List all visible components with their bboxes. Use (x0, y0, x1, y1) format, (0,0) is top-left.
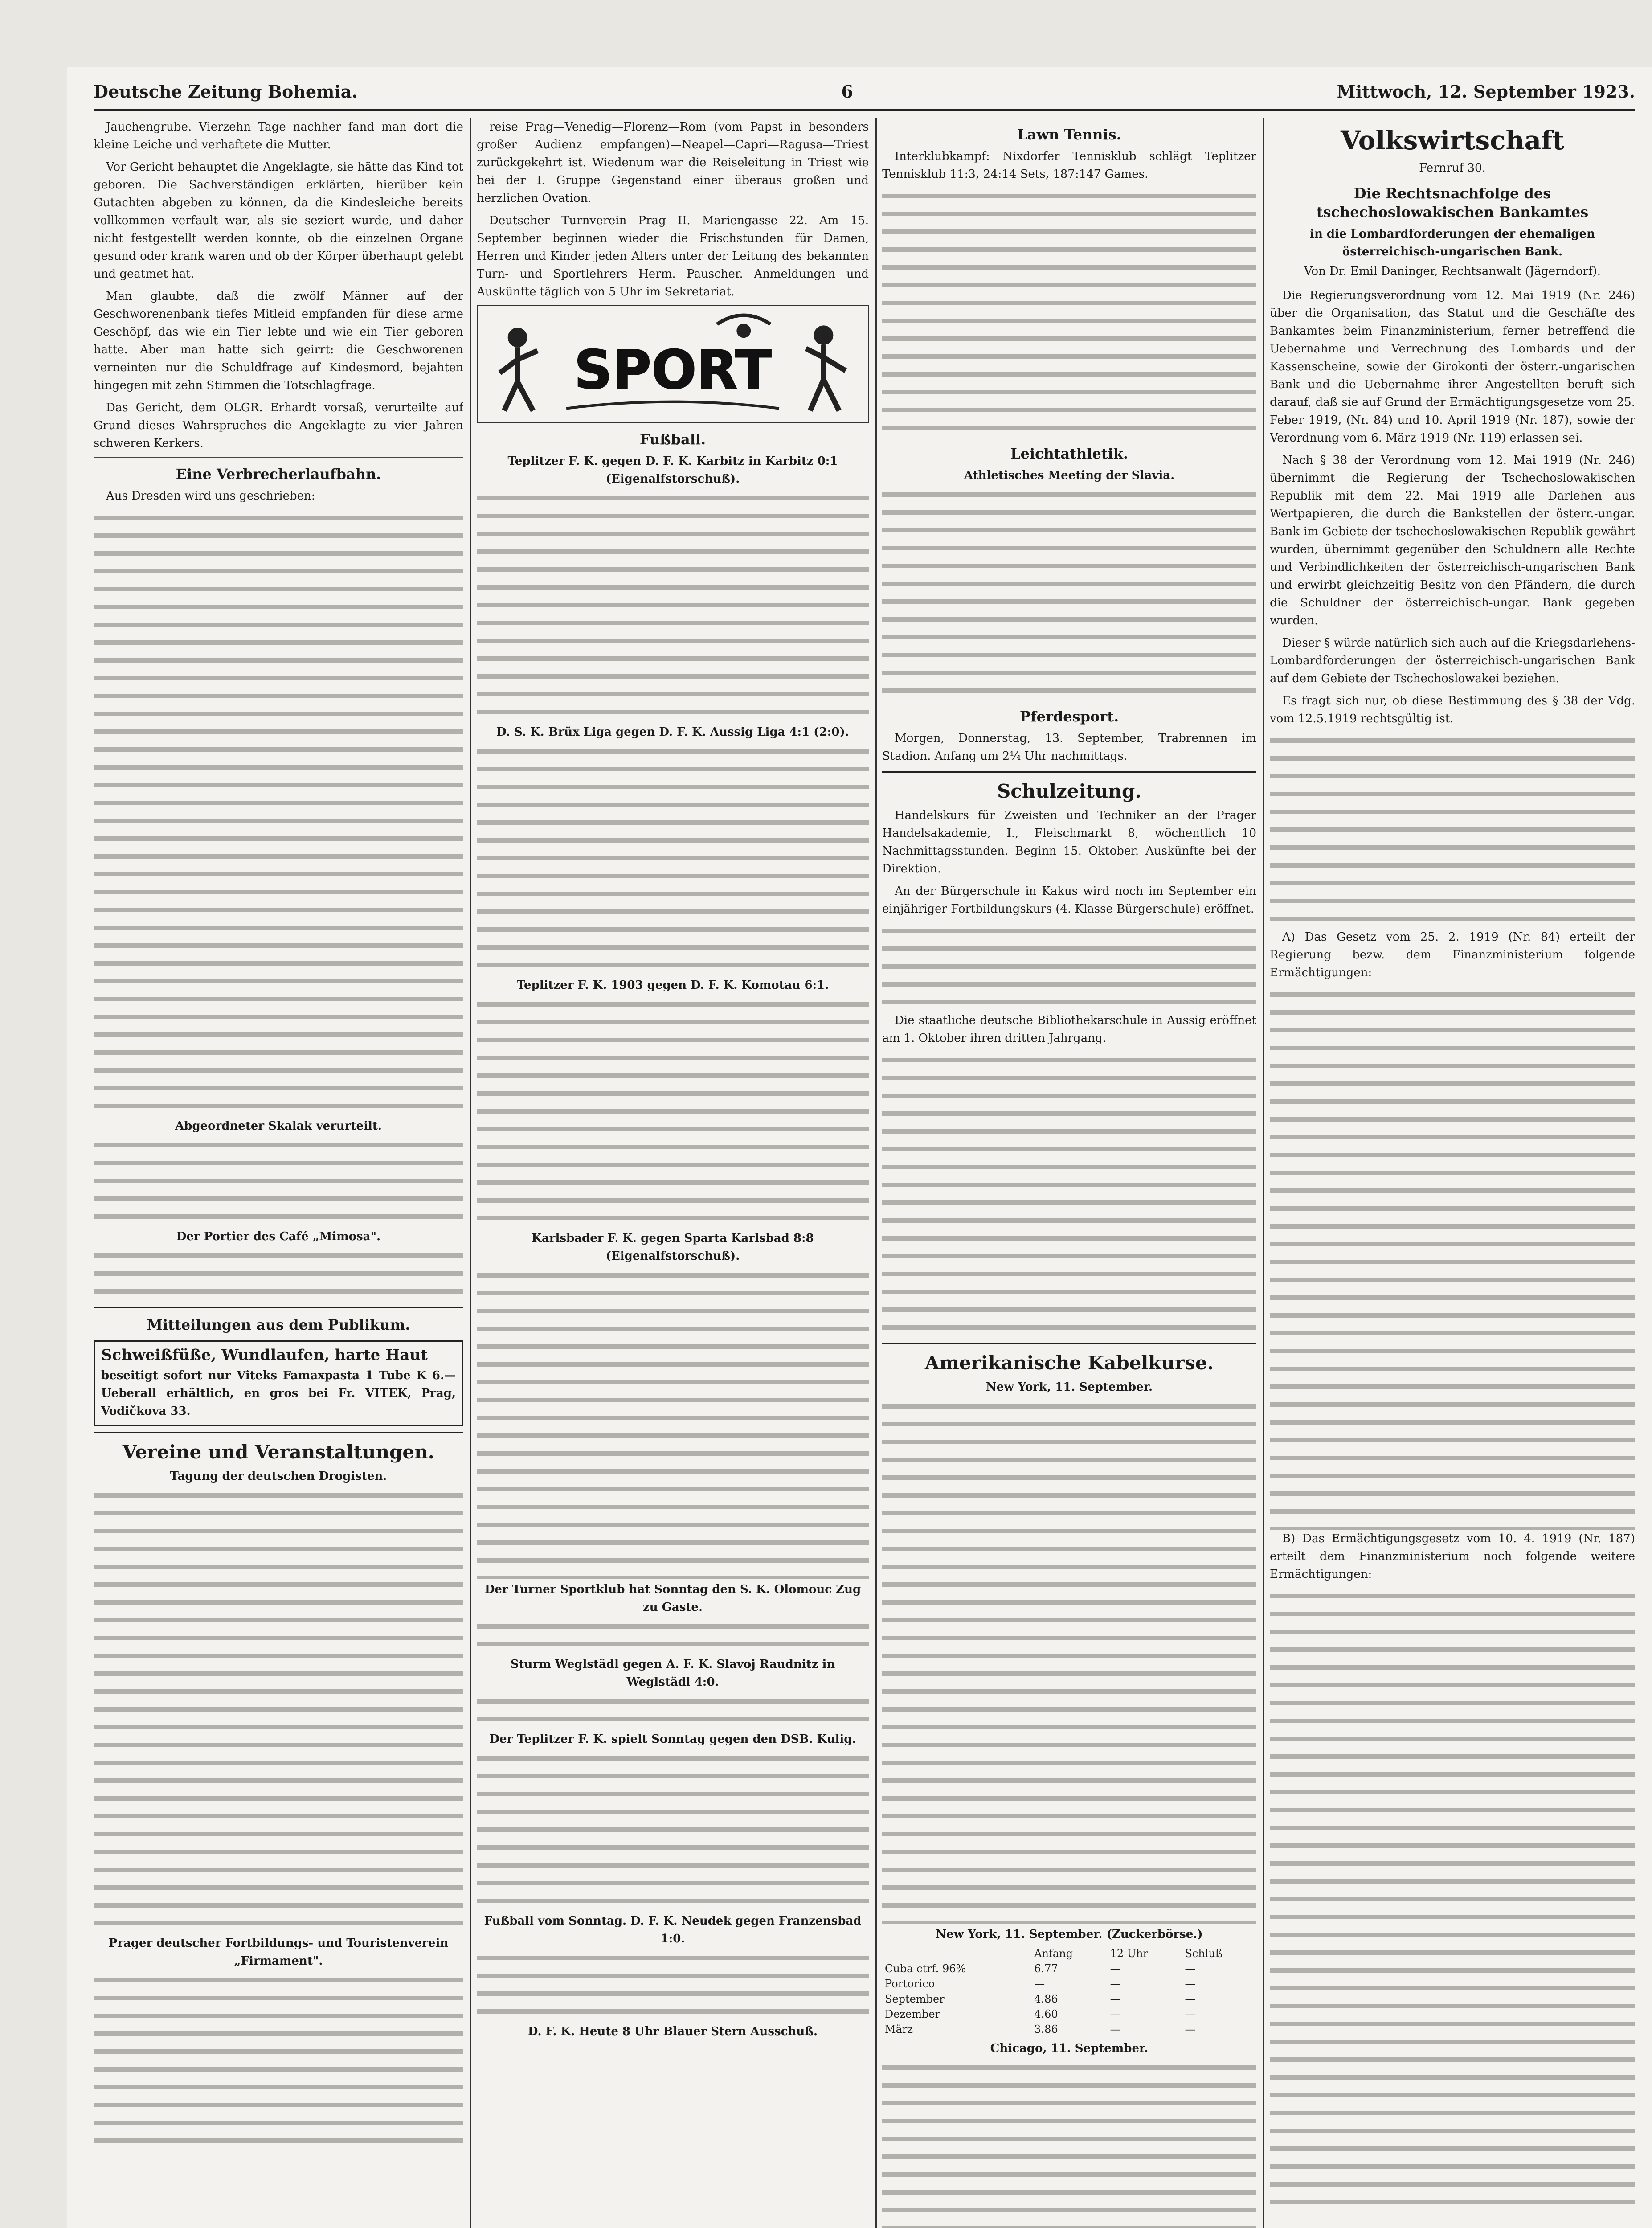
article-text (477, 1618, 869, 1654)
paragraph: Vor Gericht behauptet die Angeklagte, sie hätte das Kind tot geboren. Die Sachverständigen erklärten, hierüber kein Gutachten abgeben zu können, da die Kindesleiche bereits vollkommen verfault war, als sie seziert wurde, und daher nicht festgestellt werden konnte, ob die einzelnen Organe gesund oder krank waren und ob der Körper überhaupt gelebt und geatmet hat. (94, 160, 463, 281)
match-heading: Der Teplitzer F. K. spielt Sonntag gegen den DSB. Kulig. (489, 1732, 856, 1746)
advertisement (94, 1340, 463, 1426)
article-heading: Prager deutscher Fortbildungs- und Touristenverein „Firmament". (108, 1937, 449, 1968)
article-text (477, 490, 869, 721)
divider (882, 1343, 1256, 1344)
table-cell: — (1185, 2023, 1196, 2036)
table-row (882, 2007, 1256, 2022)
paragraph: Deutscher Turnverein Prag II. Mariengasse 22. Am 15. September beginnen wieder die Frischstunden für Damen, Herren und Kinder jeden Alters unter der Leitung des bekannten Turn- und Sportlehrers Herm. Pauscher. Anmeldungen und Auskünfte täglich von 5 Uhr im Sekretariat. (477, 214, 869, 299)
paragraph: Es fragt sich nur, ob diese Bestimmung des § 38 der Vdg. vom 12.5.1919 rechtsgültig ist. (1270, 694, 1635, 725)
paragraph: An der Bürgerschule in Kakus wird noch im September ein einjähriger Fortbildungskurs (4. Klasse Bürgerschule) eröffnet. (882, 885, 1256, 916)
divider (94, 1307, 463, 1308)
table-cell: 4.86 (1034, 1993, 1058, 2005)
table-cell: Portorico (885, 1978, 935, 1990)
article-text (882, 188, 1256, 437)
divider (94, 457, 463, 458)
column-1 (94, 118, 463, 2228)
column-2 (477, 118, 869, 2228)
market-report-text (882, 2059, 1256, 2228)
article-text (477, 1950, 869, 2021)
header-rule (94, 109, 1635, 111)
article-text (882, 1052, 1256, 1337)
paragraph: Handelskurs für Zweisten und Techniker an der Prager Handelsakademie, I., Fleischmarkt 8, wöchentlich 10 Nachmittagsstunden. Beginn 15. Oktober. Auskünfte bei der Direktion. (882, 809, 1256, 876)
section-heading: Eine Verbrecherlaufbahn. (176, 466, 381, 483)
match-heading: Sturm Weglstädl gegen A. F. K. Slavoj Raudnitz in Weglstädl 4:0. (510, 1658, 835, 1689)
section-heading: Fußball. (639, 431, 706, 448)
table-cell: — (1034, 1978, 1045, 1990)
newspaper-page (67, 67, 1652, 2228)
article-text (477, 1693, 869, 1728)
match-heading: Teplitzer F. K. gegen D. F. K. Karbitz in Karbitz 0:1 (Eigenalfstorschuß). (507, 455, 838, 486)
phone-number: Fernruf 30. (1419, 161, 1486, 175)
table-cell: — (1110, 2008, 1121, 2020)
table-cell: Cuba ctrf. 96% (885, 1962, 966, 1975)
paragraph: Interklubkampf: Nixdorfer Tennisklub schlägt Teplitzer Tennisklub 11:3, 24:14 Sets, 187:147 Games. (882, 150, 1256, 181)
article-text (1270, 986, 1635, 1530)
column-rule (875, 118, 877, 2228)
paragraph: Morgen, Donnerstag, 13. September, Trabrennen im Stadion. Anfang um 2¼ Uhr nachmittags. (882, 732, 1256, 763)
divider (94, 1432, 463, 1433)
table-row (882, 1961, 1256, 1976)
table-cell: — (1110, 1962, 1121, 1975)
paragraph: Man glaubte, daß die zwölf Männer auf der Geschworenenbank tiefes Mitleid empfanden für diese arme Geschöpf, das wie ein Tier lebte und wie ein Tier geboren hatte. Aber man hatte sich geirrt: die Geschworenen verneinten nur die Schuldfrage auf Kindesmord, bejahten hingegen mit zehn Stimmen die Totschlagfrage. (94, 290, 463, 392)
paragraph: Das Gericht, dem OLGR. Erhardt vorsaß, verurteilte auf Grund dieses Wahrspruches die Angeklagte zu vier Jahren schweren Kerkers. (94, 401, 463, 450)
table-cell: 6.77 (1034, 1962, 1058, 1975)
ad-body: beseitigt sofort nur Viteks Famaxpasta 1 Tube K 6.— Ueberall erhältlich, en gros bei Fr. VITEK, Prag, Vodičkova 33. (101, 1369, 456, 1418)
paragraph: Die staatliche deutsche Bibliothekarschule in Aussig eröffnet am 1. Oktober ihren dritten Jahrgang. (882, 1014, 1256, 1045)
dateline: Aus Dresden wird uns geschrieben: (106, 489, 315, 503)
column-3 (882, 118, 1256, 2228)
table-cell: — (1185, 1978, 1196, 1990)
column-rule (470, 118, 471, 2228)
article-byline: Von Dr. Emil Daninger, Rechtsanwalt (Jägerndorf). (1304, 265, 1601, 278)
article-subheadline: in die Lombardforderungen der ehemaligen österreichisch-ungarischen Bank. (1310, 227, 1595, 258)
sport-banner-illustration (477, 305, 869, 423)
article-headline: Die Rechtsnachfolge des tschechoslowakischen Bankamtes (1316, 185, 1589, 221)
paragraph: Jauchengrube. Vierzehn Tage nachher fand man dort die kleine Leiche und verhaftete die Mutter. (94, 120, 463, 152)
section-heading: Schulzeitung. (997, 780, 1141, 802)
column-header: Anfang (1034, 1947, 1073, 1960)
paragraph: A) Das Gesetz vom 25. 2. 1919 (Nr. 84) erteilt der Regierung bezw. dem Finanzministerium folgende Ermächtigungen: (1270, 930, 1635, 979)
section-heading: Lawn Tennis. (1017, 126, 1121, 143)
article-text (1270, 1588, 1635, 2212)
table-cell: — (1185, 1993, 1196, 2005)
issue-date: Mittwoch, 12. September 1923. (1337, 81, 1635, 102)
masthead-title: Deutsche Zeitung Bohemia. (94, 81, 358, 102)
table-cell: Dezember (885, 2008, 940, 2020)
table-cell: 3.86 (1034, 2023, 1058, 2036)
table-row (882, 2022, 1256, 2037)
section-heading: Pferdesport. (1019, 708, 1119, 725)
column-header: 12 Uhr (1110, 1947, 1148, 1960)
article-text (1270, 732, 1635, 928)
match-heading: Teplitzer F. K. 1903 gegen D. F. K. Komotau 6:1. (516, 979, 829, 992)
match-heading: Karlsbader F. K. gegen Sparta Karlsbad 8:8 (Eigenalfstorschuß). (532, 1232, 814, 1263)
article-heading: Athletisches Meeting der Slavia. (964, 469, 1175, 482)
article-text (94, 1247, 463, 1301)
paragraph: Dieser § würde natürlich sich auch auf die Kriegsdarlehens-Lombardforderungen der österreichisch-ungarischen Bank auf dem Gebiete der Tschechoslowakei beziehen. (1270, 636, 1635, 685)
market-report-text (882, 1398, 1256, 1924)
paragraph: B) Das Ermächtigungsgesetz vom 10. 4. 1919 (Nr. 187) erteilt dem Finanzministerium noch folgende weitere Ermächtigungen: (1270, 1532, 1635, 1581)
match-heading: Der Turner Sportklub hat Sonntag den S. K. Olomouc Zug zu Gaste. (484, 1583, 861, 1614)
table-cell: — (1110, 1978, 1121, 1990)
article-heading: Abgeordneter Skalak verurteilt. (175, 1119, 382, 1133)
paragraph: reise Prag—Venedig—Florenz—Rom (vom Papst in besonders großer Audienz empfangen)—Neapel—Capri—Ragusa—Triest zurückgekehrt ist. Wiedenum war die Reiseleitung in Triest wie bei der I. Gruppe Gegenstand einer überaus großen und herzlichen Ovation. (477, 120, 869, 205)
article-text (94, 1137, 463, 1226)
sport-illustration (478, 306, 868, 422)
market-heading: New York, 11. September. (Zuckerbörse.) (936, 1928, 1203, 1941)
article-text (882, 486, 1256, 700)
table-cell: März (885, 2023, 913, 2036)
table-cell: — (1110, 2023, 1121, 2036)
paragraph: Die Regierungsverordnung vom 12. Mai 1919 (Nr. 246) über die Organisation, das Statut und die Geschäfte des Bankamtes beim Finanzministerium, ferner betreffend die Uebernahme und Verrechnung des Lombards und der Kassenscheine, sowie der Girokonti der österr.-ungarischen Bank und die Uebernahme ihrer Angestellten beruft sich darauf, daß sie auf Grund der Ermächtigungsgesetze vom 25. Feber 1919, (Nr. 84) und 10. April 1919 (Nr. 187), sowie der Verordnung vom 6. März 1919 (Nr. 119) erlassen sei. (1270, 289, 1635, 445)
table-row (882, 1991, 1256, 2007)
article-text (477, 1267, 869, 1579)
table-cell: September (885, 1993, 945, 2005)
sport-word: SPORT (574, 339, 772, 401)
page-number: 6 (841, 81, 853, 102)
article-heading: Tagung der deutschen Drogisten. (170, 1470, 387, 1483)
market-heading: Chicago, 11. September. (990, 2042, 1149, 2055)
sugar-price-table (882, 1946, 1256, 2037)
column-header: Schluß (1185, 1947, 1223, 1960)
article-text (477, 1750, 869, 1910)
match-heading: Fußball vom Sonntag. D. F. K. Neudek gegen Franzensbad 1:0. (484, 1914, 862, 1945)
column-4 (1270, 118, 1635, 2228)
table-cell: — (1110, 1993, 1121, 2005)
paragraph: Nach § 38 der Verordnung vom 12. Mai 1919 (Nr. 246) übernimmt die Regierung der Tschechoslowakischen Republik mit dem 22. Mai 1919 alle Darlehen aus Wertpapieren, die durch die Bankstellen der österr.-ungar. Bank im Gebiete der tschechoslowakischen Republik gewährt wurden, übernimmt gegenüber den Schuldnern alle Rechte und Verbindlichkeiten der österreichisch-ungarischen Bank und erwirbt gleichzeitig Besitz von den Pfändern, die durch die Schuldner der österreichisch-ungar. Bank gegeben wurden. (1270, 454, 1635, 627)
ad-headline: Schweißfüße, Wundlaufen, harte Haut (101, 1346, 428, 1364)
section-heading: Mitteilungen aus dem Publikum. (147, 1316, 410, 1333)
section-heading: Leichtathletik. (1010, 445, 1129, 462)
section-heading: Amerikanische Kabelkurse. (924, 1352, 1214, 1374)
article-text (94, 509, 463, 1115)
divider (882, 771, 1256, 773)
article-text (94, 1487, 463, 1933)
article-text (477, 996, 869, 1228)
running-head (94, 76, 1635, 107)
table-row (882, 1976, 1256, 1991)
match-heading: D. S. K. Brüx Liga gegen D. F. K. Aussig Liga 4:1 (2:0). (496, 725, 849, 739)
dateline: New York, 11. September. (985, 1380, 1153, 1394)
section-title: Volkswirtschaft (1340, 125, 1564, 156)
table-cell: — (1185, 2008, 1196, 2020)
table-cell: — (1185, 1962, 1196, 1975)
section-heading: Vereine und Veranstaltungen. (122, 1441, 435, 1463)
article-text (882, 922, 1256, 1012)
table-cell: 4.60 (1034, 2008, 1058, 2020)
article-heading: Der Portier des Café „Mimosa". (176, 1230, 381, 1243)
article-text (477, 743, 869, 975)
match-heading: D. F. K. Heute 8 Uhr Blauer Stern Ausschuß. (527, 2025, 818, 2038)
column-rule (1263, 118, 1264, 2228)
table-header-row (882, 1946, 1256, 1961)
article-text (94, 1972, 463, 2150)
